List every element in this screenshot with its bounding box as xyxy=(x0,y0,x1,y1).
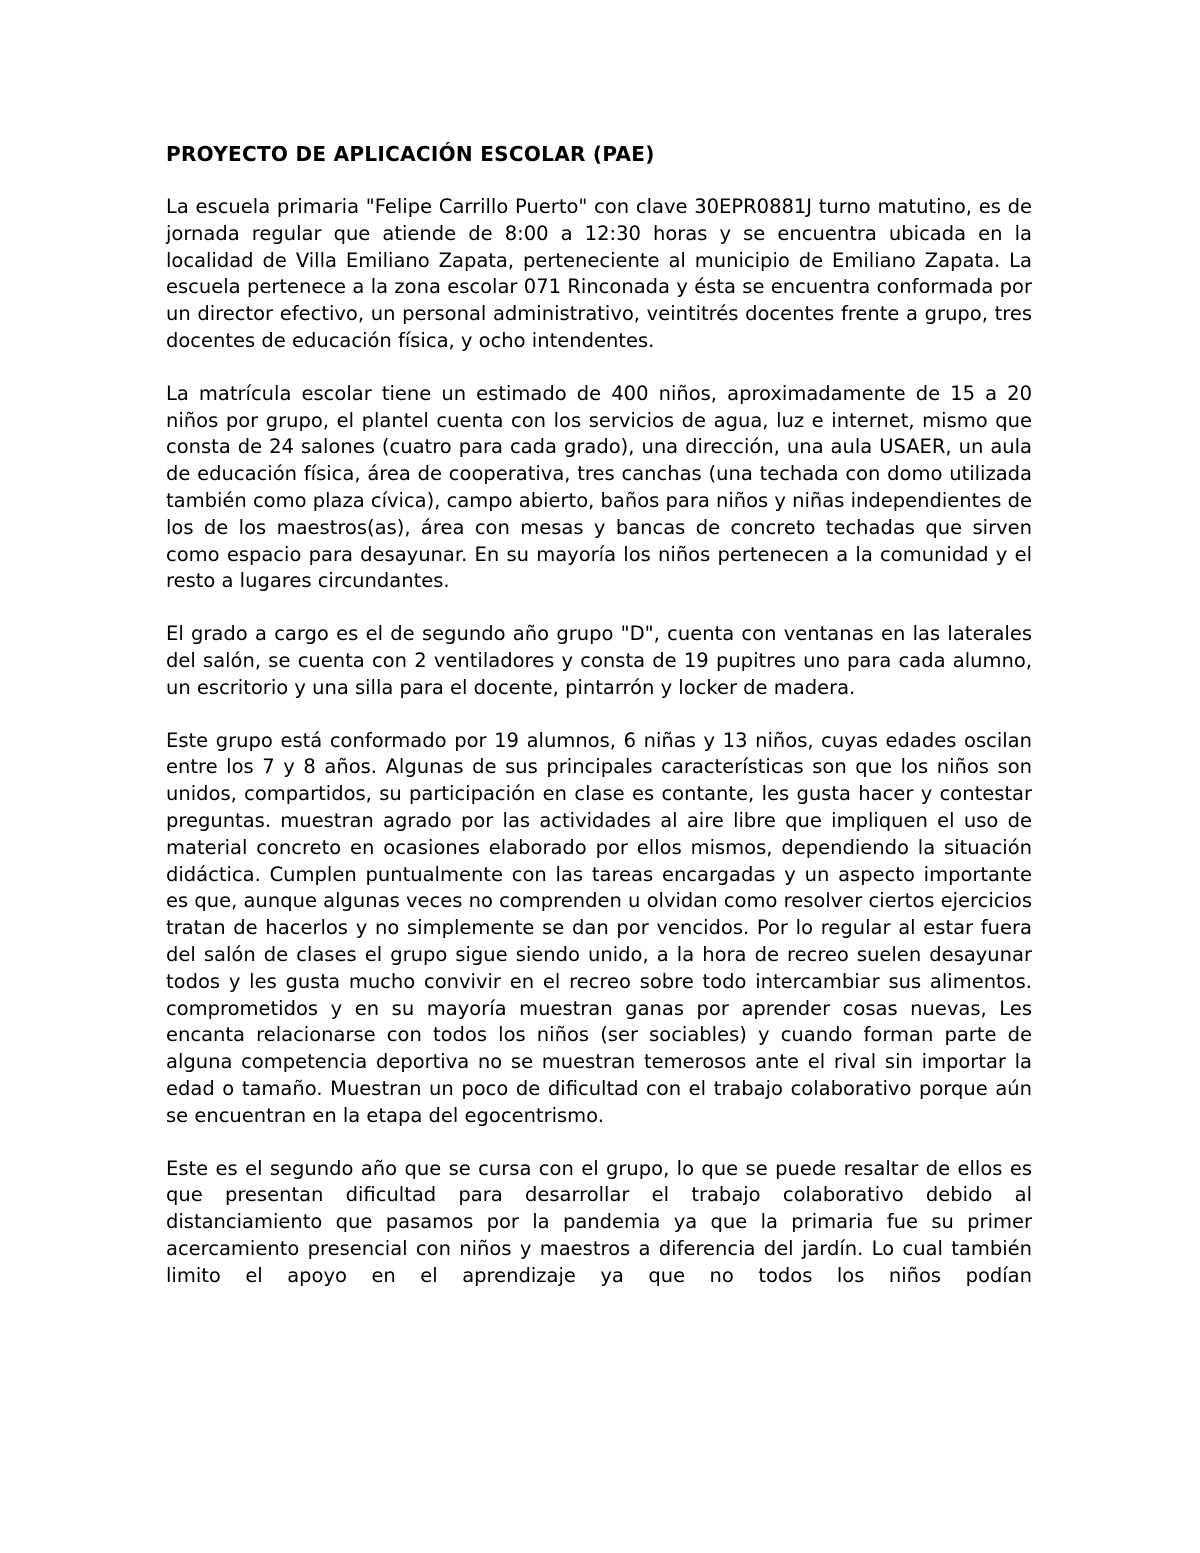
document-body xyxy=(166,140,1032,1289)
paragraph-second-year: Este es el segundo año que se cursa con el grupo, lo que se puede resaltar de ellos es que presentan dificultad para desarrollar el trabajo colaborativo debido al distanciamiento que pasamos por la pandemia ya que la primaria fue su primer acercamiento presencial con niños y maestros a diferencia del jardín. Lo cual también limito el apoyo en el aprendizaje ya que no todos los niños podían xyxy=(166,1156,1032,1287)
paragraph-enrollment-facilities: La matrícula escolar tiene un estimado de 400 niños, aproximadamente de 15 a 20 niños por grupo, el plantel cuenta con los servicios de agua, luz e internet, mismo que consta de 24 salones (cuatro para cada grado), una dirección, una aula USAER, un aula de educación física, área de cooperativa, tres canchas (una techada con domo utilizada también como plaza cívica), campo abierto, baños para niños y niñas independientes de los de los maestros(as), área con mesas y bancas de concreto techadas que sirven como espacio para desayunar. En su mayoría los niños pertenecen a la comunidad y el resto a lugares circundantes. xyxy=(166,381,1033,593)
paragraph-classroom: El grado a cargo es el de segundo año grupo "D", cuenta con ventanas en las laterales del salón, se cuenta con 2 ventiladores y consta de 19 pupitres uno para cada alumno, un escritorio y una silla para el docente, pintarrón y locker de madera. xyxy=(166,622,1032,699)
document-title: PROYECTO DE APLICACIÓN ESCOLAR (PAE) xyxy=(166,142,655,166)
paragraph-school-description: La escuela primaria "Felipe Carrillo Puerto" con clave 30EPR0881J turno matutino, es de jornada regular que atiende de 8:00 a 12:30 horas y se encuentra ubicada en la localidad de Villa Emiliano Zapata, perteneciente al municipio de Emiliano Zapata. La escuela pertenece a la zona escolar 071 Rinconada y ésta se encuentra conformada por un director efectivo, un personal administrativo, veintitrés docentes frente a grupo, tres docentes de educación física, y ocho intendentes. xyxy=(166,195,1032,352)
paragraph-group-characteristics: Este grupo está conformado por 19 alumnos, 6 niñas y 13 niños, cuyas edades oscilan entre los 7 y 8 años. Algunas de sus principales características son que los niños son unidos, compartidos, su participación en clase es contante, les gusta hacer y contestar preguntas. muestran agrado por las actividades al aire libre que impliquen el uso de material concreto en ocasiones elaborado por ellos mismos, dependiendo la situación didáctica. Cumplen puntualmente con las tareas encargadas y un aspecto importante es que, aunque algunas veces no comprenden u olvidan como resolver ciertos ejercicios tratan de hacerlos y no simplemente se dan por vencidos. Por lo regular al estar fuera del salón de clases el grupo sigue siendo unido, a la hora de recreo suelen desayunar todos y les gusta mucho convivir en el recreo sobre todo intercambiar sus alimentos. comprometidos y en su mayoría muestran ganas por aprender cosas nuevas, Les encanta relacionarse con todos los niños (ser sociables) y cuando forman parte de alguna competencia deportiva no se muestran temerosos ante el rival sin importar la edad o tamaño. Muestran un poco de dificultad con el trabajo colaborativo porque aún se encuentran en la etapa del egocentrismo. xyxy=(166,728,1032,1127)
